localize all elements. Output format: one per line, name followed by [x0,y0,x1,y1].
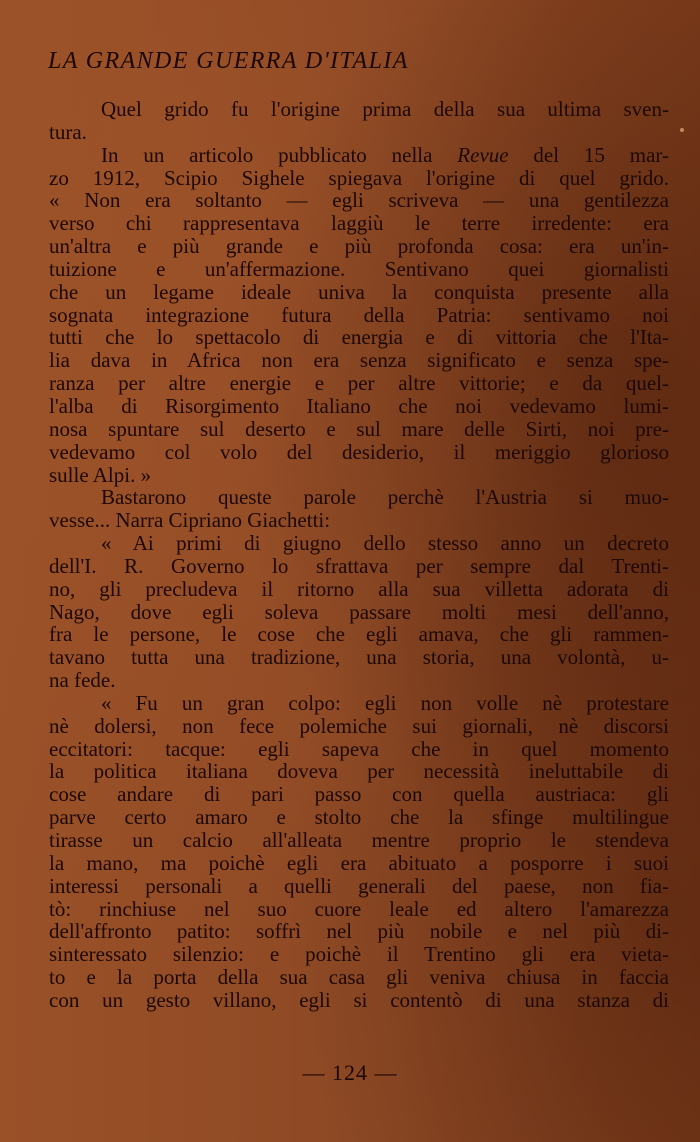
text-line: eccitatori: tacque: egli sapeva che in quel momento [49,736,669,761]
text-line: fra le persone, le cose che egli amava, che gli rammen- [49,622,669,647]
text-line: tò: rinchiuse nel suo cuore leale ed altero l'amarezza [49,896,669,921]
text-line: verso chi rappresentava laggiù le terre irredente: era [49,211,669,236]
text-line: zo 1912, Scipio Sighele spiegava l'origine di quel grido. [49,165,669,190]
text-line: la mano, ma poichè egli era abituato a posporre i suoi [49,850,669,875]
text-line: Bastarono queste parole perchè l'Austria si muo- [101,485,669,510]
text-line: con un gesto villano, egli si contentò di una stanza di [49,987,669,1012]
text-line: to e la porta della sua casa gli veniva chiusa in faccia [49,965,669,990]
paper-speck [680,128,684,132]
text-line: tavano tutta una tradizione, una storia, una volontà, u- [49,645,669,670]
text-line: interessi personali a quelli generali del paese, non fia- [49,873,669,898]
text-line: dell'I. R. Governo lo sfrattava per sempre dal Trenti- [49,553,669,578]
text-line: « Ai primi di giugno dello stesso anno un decreto [101,531,669,556]
journal-title: Revue [457,142,509,167]
text-line: un'altra e più grande e più profonda cosa: era un'in- [49,234,669,259]
text-line: vesse... Narra Cipriano Giachetti: [49,508,331,533]
text-line: lia dava in Africa non era senza significato e senza spe- [49,348,669,373]
text-line: nosa spuntare sul deserto e sul mare delle Sirti, noi pre- [49,416,669,441]
body-text [49,98,669,1012]
text-line: Quel grido fu l'origine prima della sua ultima sven- [101,97,669,121]
text-line: sulle Alpi. » [49,462,152,487]
text-line: sinteressato silenzio: e poichè il Trentino gli era vieta- [49,942,669,967]
text-line: dell'affronto patito: soffrì nel più nobile e nel più di- [49,919,669,944]
text-line: In un articolo pubblicato nella Revue del 15 mar- [101,142,669,167]
text-line: cose andare di pari passo con quella austriaca: gli [49,782,669,807]
text-line: vedevamo col volo del desiderio, il meriggio glorioso [49,439,669,464]
text-line: l'alba di Risorgimento Italiano che noi vedevamo lumi- [49,393,669,418]
text-line: che un legame ideale univa la conquista presente alla [49,279,669,304]
text-line: tura. [49,119,87,144]
text-line: Nago, dove egli soleva passare molti mesi dell'anno, [49,599,669,624]
running-head: LA GRANDE GUERRA D'ITALIA [48,48,409,74]
text-line: parve certo amaro e stolto che la sfinge multilingue [49,805,669,830]
text-line: no, gli precludeva il ritorno alla sua villetta adorata di [49,576,669,601]
text-line: nè dolersi, non fece polemiche sui giornali, nè discorsi [49,713,669,738]
text-line: ranza per altre energie e per altre vittorie; e da quel- [49,371,669,396]
page-number: — 124 — [302,1060,398,1085]
text-line: tutti che lo spettacolo di energia e di vittoria che l'Ita- [49,325,669,350]
text-line: tuizione e un'affermazione. Sentivano quei giornalisti [49,256,669,281]
text-line: sognata integrazione futura della Patria: sentivamo noi [49,302,669,327]
text-line: « Non era soltanto — egli scriveva — una gentilezza [49,188,669,213]
text-line: « Fu un gran colpo: egli non volle nè protestare [101,690,669,715]
text-line: la politica italiana doveva per necessità ineluttabile di [49,759,669,784]
text-line: tirasse un calcio all'alleata mentre proprio le stendeva [49,828,669,852]
text-line: na fede. [49,668,116,693]
